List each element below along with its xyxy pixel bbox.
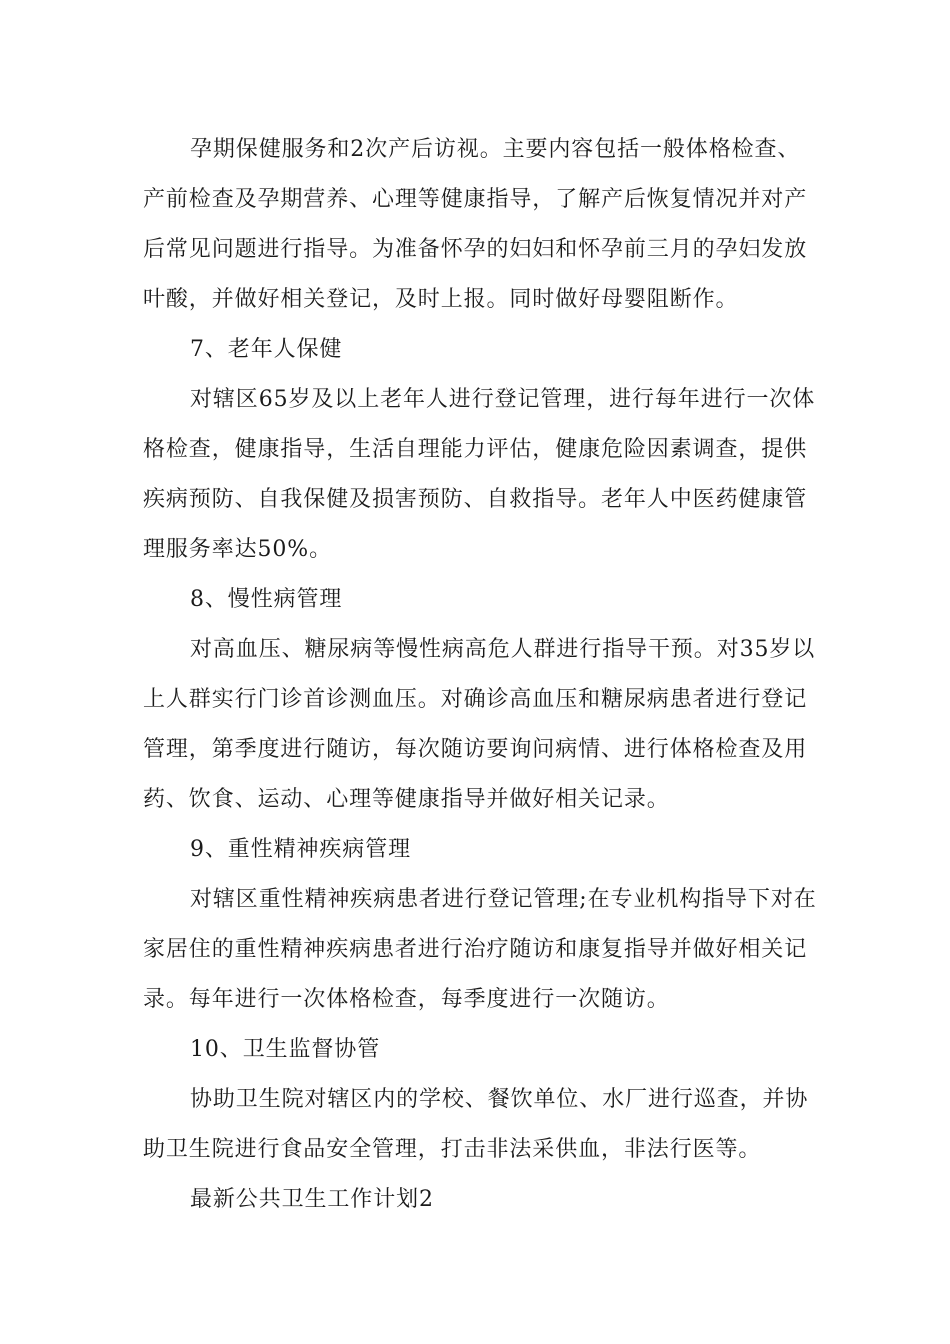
paragraph-line: 格检查，健康指导，生活自理能力评估，健康危险因素调查，提供 [143,437,808,462]
paragraph-line: 家居住的重性精神疾病患者进行治疗随访和康复指导并做好相关记 [143,937,808,962]
document-title-plan-2: 最新公共卫生工作计划2 [190,1187,434,1212]
paragraph-line: 叶酸，并做好相关登记，及时上报。同时做好母婴阻断作。 [143,287,739,312]
section-heading-health-supervision: 10、卫生监督协管 [190,1037,381,1062]
paragraph-line: 录。每年进行一次体格检查，每季度进行一次随访。 [143,987,670,1012]
paragraph-line: 理服务率达50%。 [143,537,332,562]
section-heading-mental-illness: 9、重性精神疾病管理 [190,837,411,862]
paragraph-line: 协助卫生院对辖区内的学校、餐饮单位、水厂进行巡查，并协 [190,1087,809,1112]
paragraph-line: 对辖区重性精神疾病患者进行登记管理;在专业机构指导下对在 [190,887,817,912]
paragraph-line: 管理，第季度进行随访，每次随访要询问病情、进行体格检查及用 [143,737,808,762]
paragraph-line: 药、饮食、运动、心理等健康指导并做好相关记录。 [143,787,670,812]
paragraph-line: 后常见问题进行指导。为准备怀孕的妇妇和怀孕前三月的孕妇发放 [143,237,808,262]
paragraph-line: 产前检查及孕期营养、心理等健康指导，了解产后恢复情况并对产 [143,187,808,212]
paragraph-line: 孕期保健服务和2次产后访视。主要内容包括一般体格检查、 [190,137,801,162]
paragraph-line: 对高血压、糖尿病等慢性病高危人群进行指导干预。对35岁以 [190,637,816,662]
paragraph-line: 疾病预防、自我保健及损害预防、自救指导。老年人中医药健康管 [143,487,808,512]
paragraph-line: 上人群实行门诊首诊测血压。对确诊高血压和糖尿病患者进行登记 [143,687,808,712]
section-heading-chronic-disease: 8、慢性病管理 [190,587,343,612]
section-heading-elderly-care: 7、老年人保健 [190,337,343,362]
paragraph-line: 助卫生院进行食品安全管理，打击非法采供血，非法行医等。 [143,1137,762,1162]
paragraph-line: 对辖区65岁及以上老年人进行登记管理，进行每年进行一次体 [190,387,816,412]
